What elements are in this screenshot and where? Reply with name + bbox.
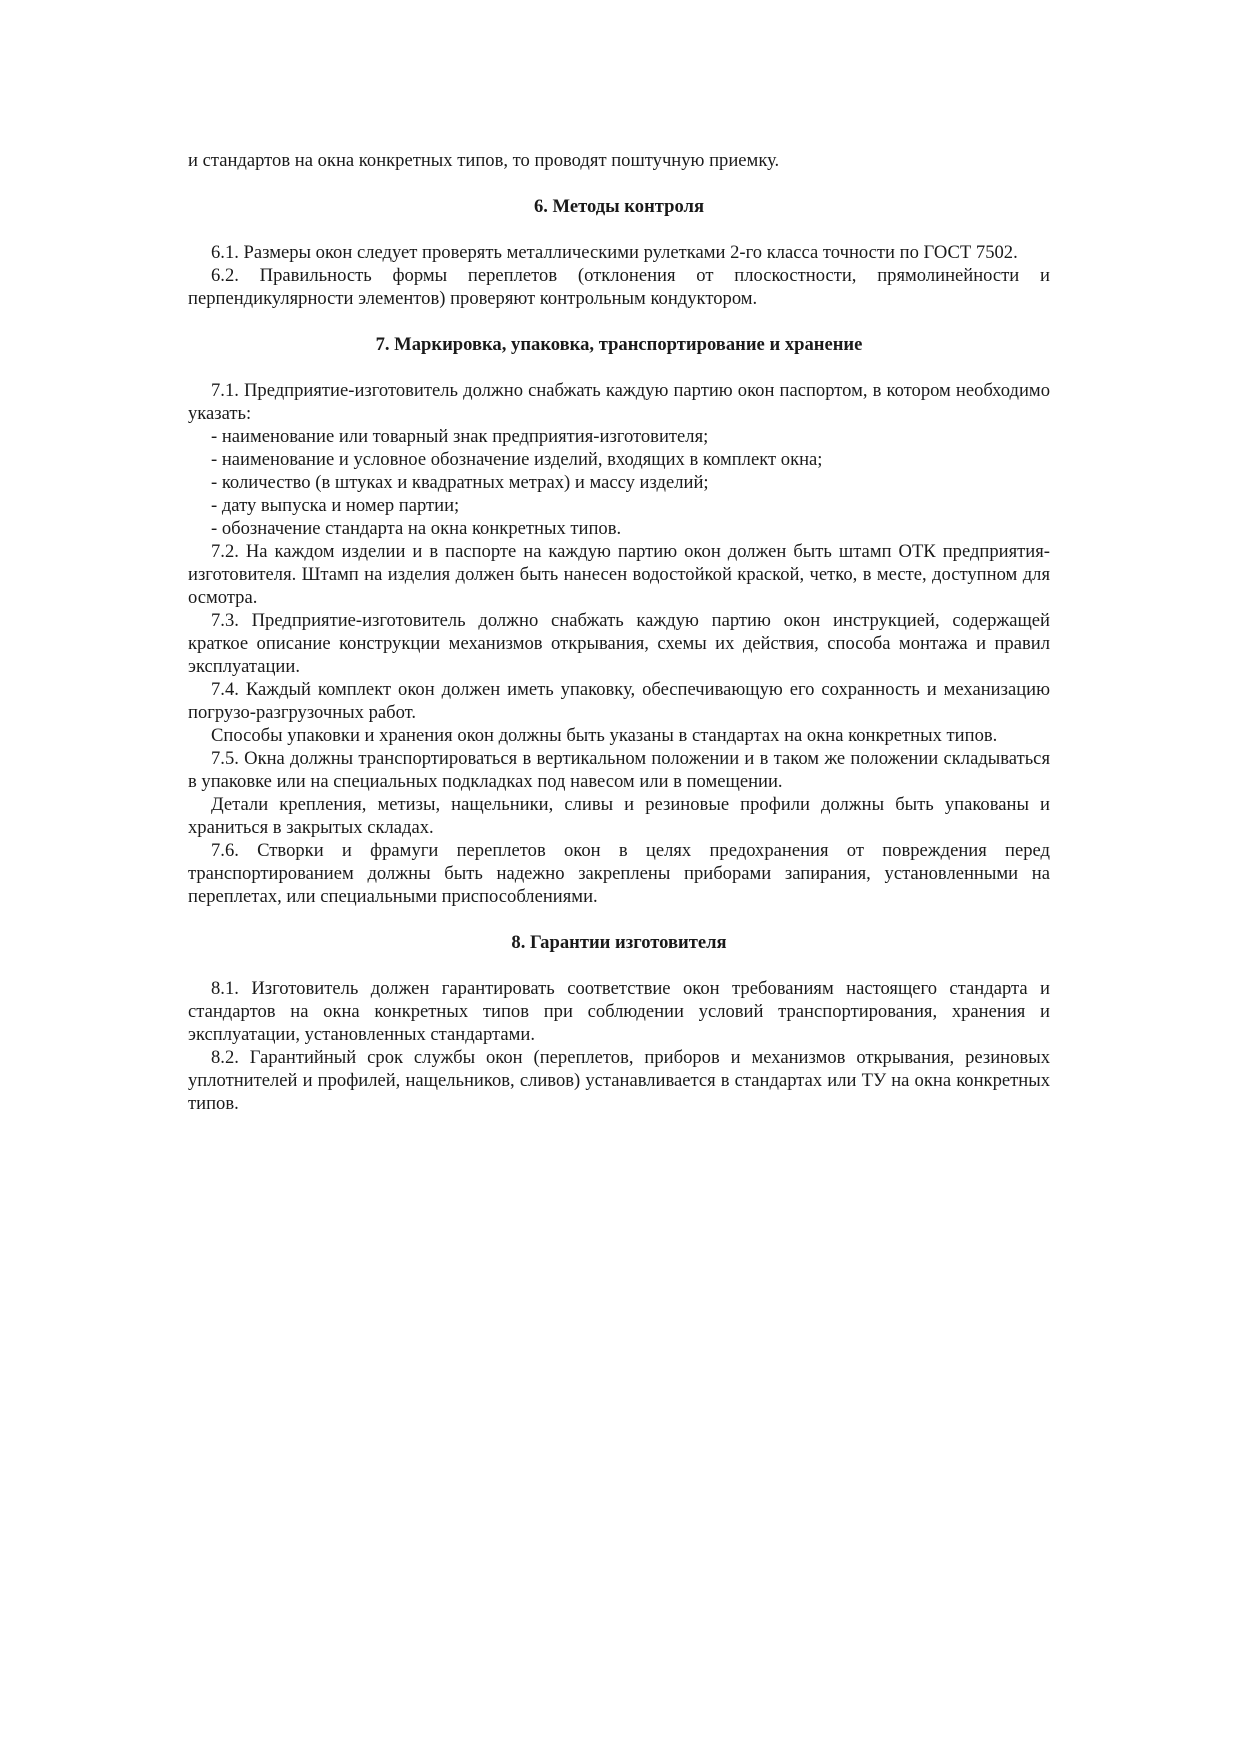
- list-item: - наименование или товарный знак предприятия-изготовителя;: [211, 426, 709, 447]
- paragraph-7-2: 7.2. На каждом изделии и в паспорте на каждую партию окон должен быть штамп ОТК предприятия-изготовителя. Штамп на изделия должен быть нанесен водостойкой краской, четко, в месте, доступном для осмотра.: [188, 541, 1050, 608]
- list-item: - обозначение стандарта на окна конкретных типов.: [211, 518, 622, 539]
- paragraph-6-2: 6.2. Правильность формы переплетов (отклонения от плоскостности, прямолинейности и перпендикулярности элементов) проверяют контрольным кондуктором.: [188, 265, 1050, 309]
- paragraph-7-4-packing: Способы упаковки и хранения окон должны быть указаны в стандартах на окна конкретных типов.: [211, 725, 998, 746]
- section-6-title: 6. Методы контроля: [533, 196, 705, 217]
- section-7-title: 7. Маркировка, упаковка, транспортирование и хранение: [375, 334, 863, 355]
- paragraph-6-1: 6.1. Размеры окон следует проверять металлическими рулетками 2-го класса точности по ГОСТ 7502.: [211, 242, 1018, 263]
- list-item: - количество (в штуках и квадратных метрах) и массу изделий;: [211, 472, 709, 493]
- paragraph-7-4: 7.4. Каждый комплект окон должен иметь упаковку, обеспечивающую его сохранность и механизацию погрузо-разгрузочных работ.: [188, 679, 1050, 723]
- paragraph-7-1: 7.1. Предприятие-изготовитель должно снабжать каждую партию окон паспортом, в котором необходимо указать:: [188, 380, 1050, 424]
- list-item: - наименование и условное обозначение изделий, входящих в комплект окна;: [211, 449, 823, 470]
- paragraph-7-3: 7.3. Предприятие-изготовитель должно снабжать каждую партию окон инструкцией, содержащей краткое описание конструкции механизмов открывания, схемы их действия, способа монтажа и правил эксплуатации.: [188, 610, 1050, 677]
- paragraph-8-1: 8.1. Изготовитель должен гарантировать соответствие окон требованиям настоящего стандарта и стандартов на окна конкретных типов при соблюдении условий транспортирования, хранения и эксплуатации, установленных стандартами.: [188, 978, 1050, 1045]
- paragraph-7-5: 7.5. Окна должны транспортироваться в вертикальном положении и в таком же положении складываться в упаковке или на специальных подкладках под навесом или в помещении.: [188, 748, 1050, 792]
- paragraph-7-6: 7.6. Створки и фрамуги переплетов окон в целях предохранения от повреждения перед транспортированием должны быть надежно закреплены приборами запирания, установленными на переплетах, или специальными приспособлениями.: [188, 840, 1050, 907]
- intro-paragraph: и стандартов на окна конкретных типов, то проводят поштучную приемку.: [188, 150, 780, 171]
- paragraph-7-5-storage: Детали крепления, метизы, нащельники, сливы и резиновые профили должны быть упакованы и храниться в закрытых складах.: [188, 794, 1050, 838]
- list-item: - дату выпуска и номер партии;: [211, 495, 460, 516]
- document-page: [188, 0, 1050, 1115]
- section-8-title: 8. Гарантии изготовителя: [511, 932, 727, 953]
- paragraph-8-2: 8.2. Гарантийный срок службы окон (переплетов, приборов и механизмов открывания, резиновых уплотнителей и профилей, нащельников, сливов) устанавливается в стандартах или ТУ на окна конкретных типов.: [188, 1047, 1050, 1114]
